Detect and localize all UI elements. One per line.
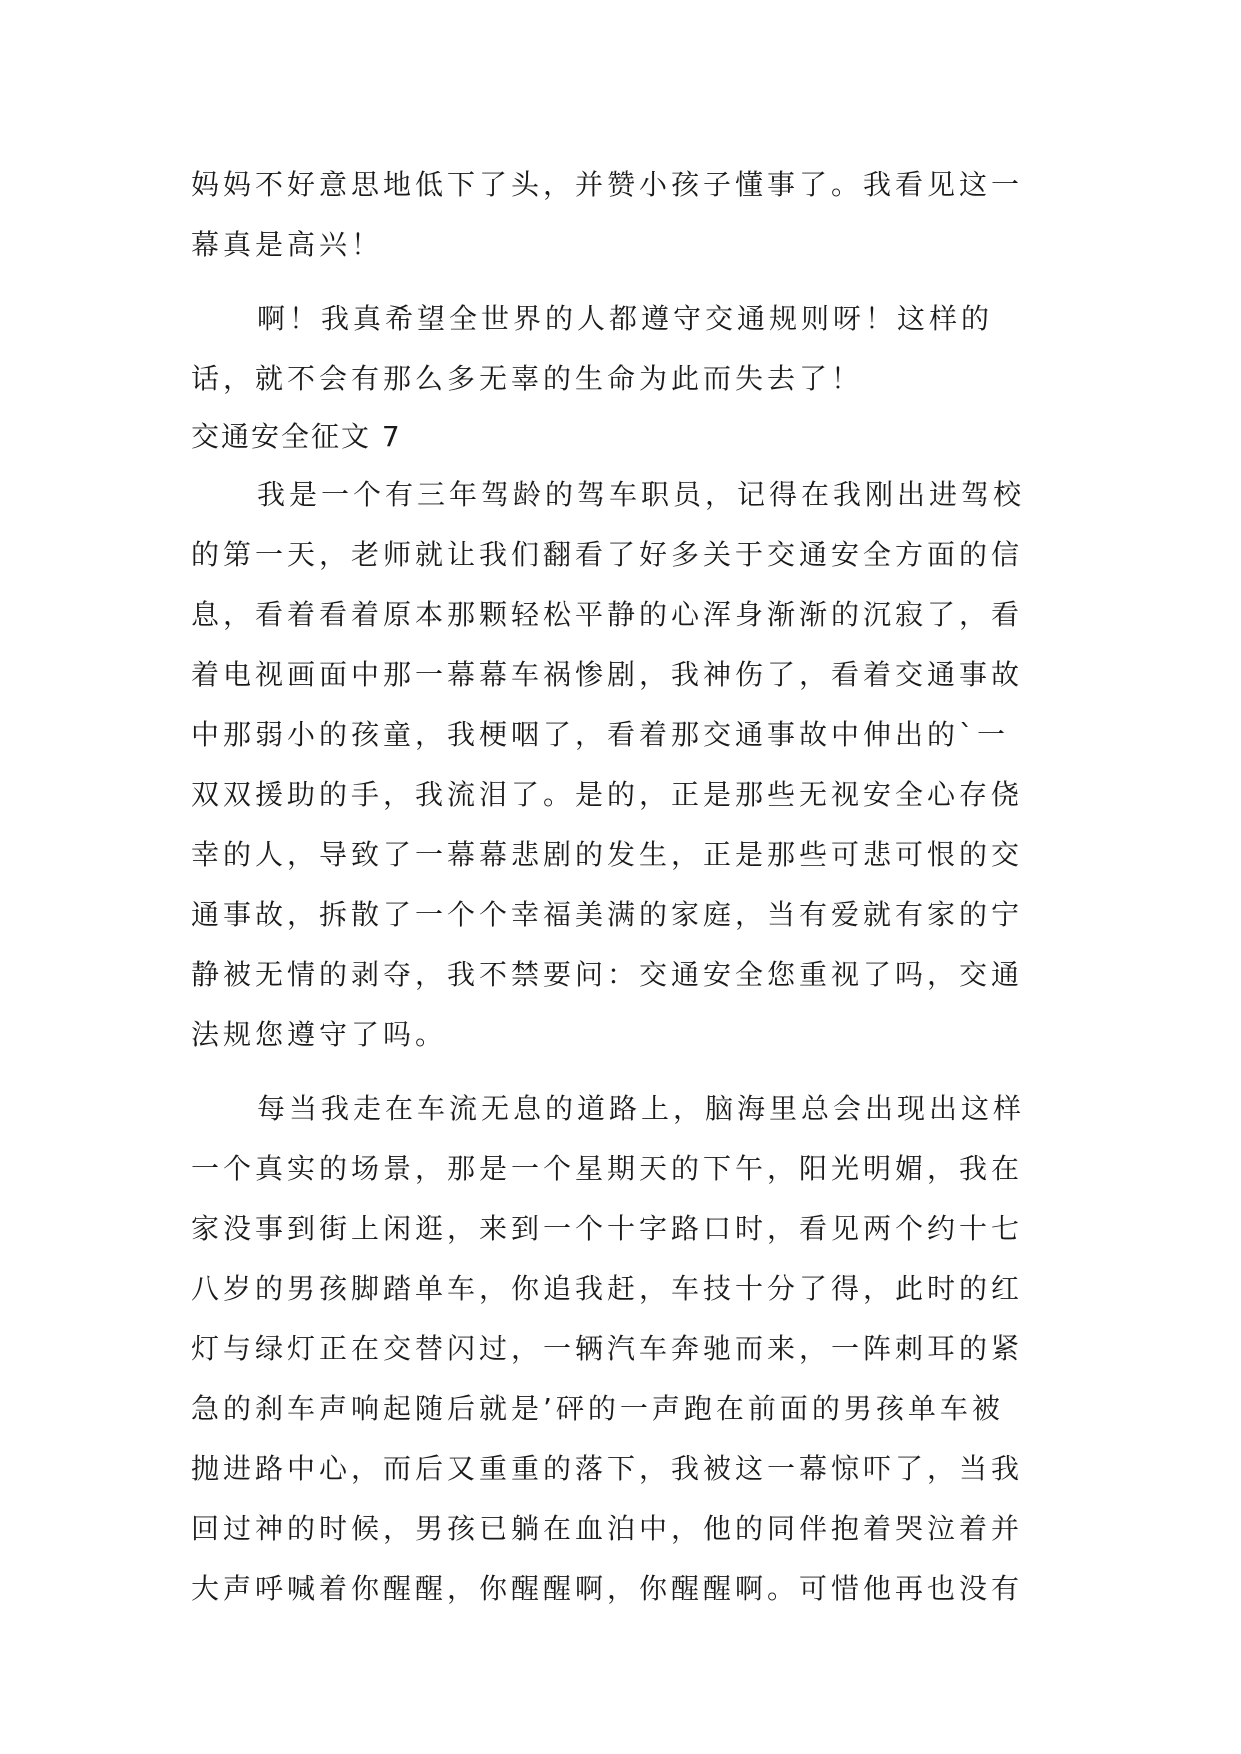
text-line: 双双援助的手，我流泪了。是的，正是那些无视安全心存侥 xyxy=(191,778,1024,811)
text-line: 灯与绿灯正在交替闪过，一辆汽车奔驰而来，一阵刺耳的紧 xyxy=(191,1332,1024,1365)
text-line: 的第一天，老师就让我们翻看了好多关于交通安全方面的信 xyxy=(191,538,1024,571)
text-line: 法规您遵守了吗。 xyxy=(191,1018,448,1051)
document-body xyxy=(191,155,1051,1619)
paragraph-start-line: 我是一个有三年驾龄的驾车职员，记得在我刚出进驾校 xyxy=(257,478,1026,511)
text-line: 回过神的时候，男孩已躺在血泊中，他的同伴抱着哭泣着并 xyxy=(191,1512,1024,1545)
text-line: 中那弱小的孩童，我梗咽了，看着那交通事故中伸出的`一 xyxy=(191,718,1010,751)
text-line: 抛进路中心，而后又重重的落下，我被这一幕惊吓了，当我 xyxy=(191,1452,1024,1485)
paragraph-start-line: 啊！我真希望全世界的人都遵守交通规则呀！这样的 xyxy=(257,302,994,335)
text-line: 通事故，拆散了一个个幸福美满的家庭，当有爱就有家的宁 xyxy=(191,898,1024,931)
text-line: 幕真是高兴！ xyxy=(191,228,384,261)
paragraph-start-line: 每当我走在车流无息的道路上，脑海里总会出现出这样 xyxy=(257,1092,1026,1125)
text-line: 一个真实的场景，那是一个星期天的下午，阳光明媚，我在 xyxy=(191,1152,1024,1185)
text-line: 话，就不会有那么多无辜的生命为此而失去了！ xyxy=(191,362,864,395)
text-line: 急的刹车声响起随后就是’砰的一声跑在前面的男孩单车被 xyxy=(191,1392,1004,1425)
text-line: 息，看着看着原本那颗轻松平静的心浑身渐渐的沉寂了，看 xyxy=(191,598,1024,631)
text-line: 静被无情的剥夺，我不禁要问：交通安全您重视了吗，交通 xyxy=(191,958,1024,991)
text-line: 着电视画面中那一幕幕车祸惨剧，我神伤了，看着交通事故 xyxy=(191,658,1024,691)
text-line: 妈妈不好意思地低下了头，并赞小孩子懂事了。我看见这一 xyxy=(191,168,1024,201)
text-line: 幸的人，导致了一幕幕悲剧的发生，正是那些可悲可恨的交 xyxy=(191,838,1024,871)
text-line: 大声呼喊着你醒醒，你醒醒啊，你醒醒啊。可惜他再也没有 xyxy=(191,1572,1024,1605)
text-line: 八岁的男孩脚踏单车，你追我赶，车技十分了得，此时的红 xyxy=(191,1272,1024,1305)
section-heading: 交通安全征文 7 xyxy=(191,420,402,453)
text-line: 家没事到街上闲逛，来到一个十字路口时，看见两个约十七 xyxy=(191,1212,1024,1245)
